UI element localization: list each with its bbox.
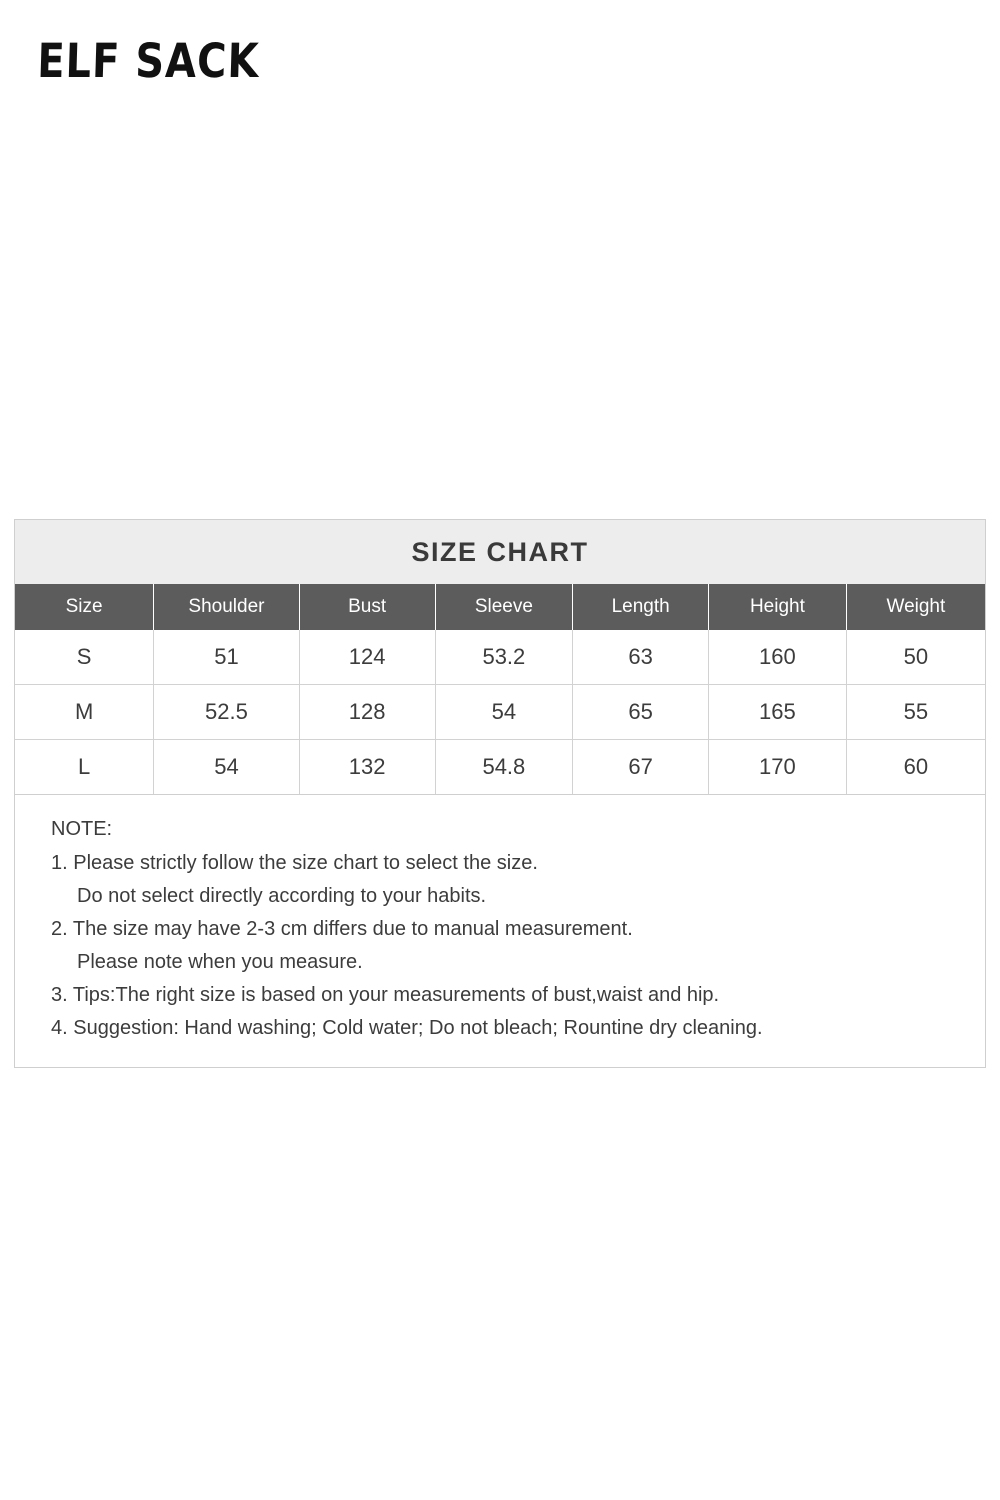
note-block: [15, 795, 985, 1067]
cell-size: S: [15, 630, 154, 685]
cell-weight: 55: [846, 685, 985, 740]
cell-sleeve: 54.8: [435, 740, 573, 795]
cell-size: L: [15, 740, 154, 795]
note-line-1: 1. Please strictly follow the size chart to select the size.: [51, 852, 538, 874]
size-chart-panel: [14, 519, 986, 1068]
note-line-2b: Please note when you measure.: [77, 951, 363, 973]
cell-weight: 50: [846, 630, 985, 685]
column-header-bust: Bust: [299, 584, 435, 630]
column-header-length: Length: [573, 584, 709, 630]
cell-weight: 60: [846, 740, 985, 795]
cell-shoulder: 52.5: [154, 685, 300, 740]
column-header-height: Height: [709, 584, 847, 630]
cell-bust: 132: [299, 740, 435, 795]
cell-shoulder: 51: [154, 630, 300, 685]
cell-height: 170: [709, 740, 847, 795]
column-header-sleeve: Sleeve: [435, 584, 573, 630]
page-title: SIZE CHART: [15, 520, 985, 584]
column-header-shoulder: Shoulder: [154, 584, 300, 630]
cell-length: 65: [573, 685, 709, 740]
size-chart-table: [15, 584, 985, 795]
note-line-3: 3. Tips:The right size is based on your measurements of bust,waist and hip.: [51, 984, 720, 1006]
cell-height: 165: [709, 685, 847, 740]
cell-height: 160: [709, 630, 847, 685]
note-line-1b: Do not select directly according to your habits.: [77, 885, 487, 907]
table-row: [15, 740, 985, 795]
column-header-size: Size: [15, 584, 154, 630]
note-line-4: 4. Suggestion: Hand washing; Cold water; Do not bleach; Rountine dry cleaning.: [51, 1017, 763, 1039]
note-heading: NOTE:: [51, 818, 113, 840]
brand-logo: ELF SACK: [36, 34, 261, 89]
cell-length: 67: [573, 740, 709, 795]
cell-size: M: [15, 685, 154, 740]
cell-sleeve: 53.2: [435, 630, 573, 685]
table-row: [15, 630, 985, 685]
note-line-2: 2. The size may have 2-3 cm differs due to manual measurement.: [51, 918, 633, 940]
cell-length: 63: [573, 630, 709, 685]
cell-shoulder: 54: [154, 740, 300, 795]
cell-bust: 128: [299, 685, 435, 740]
table-row: [15, 685, 985, 740]
table-header-row: [15, 584, 985, 630]
cell-bust: 124: [299, 630, 435, 685]
column-header-weight: Weight: [846, 584, 985, 630]
cell-sleeve: 54: [435, 685, 573, 740]
